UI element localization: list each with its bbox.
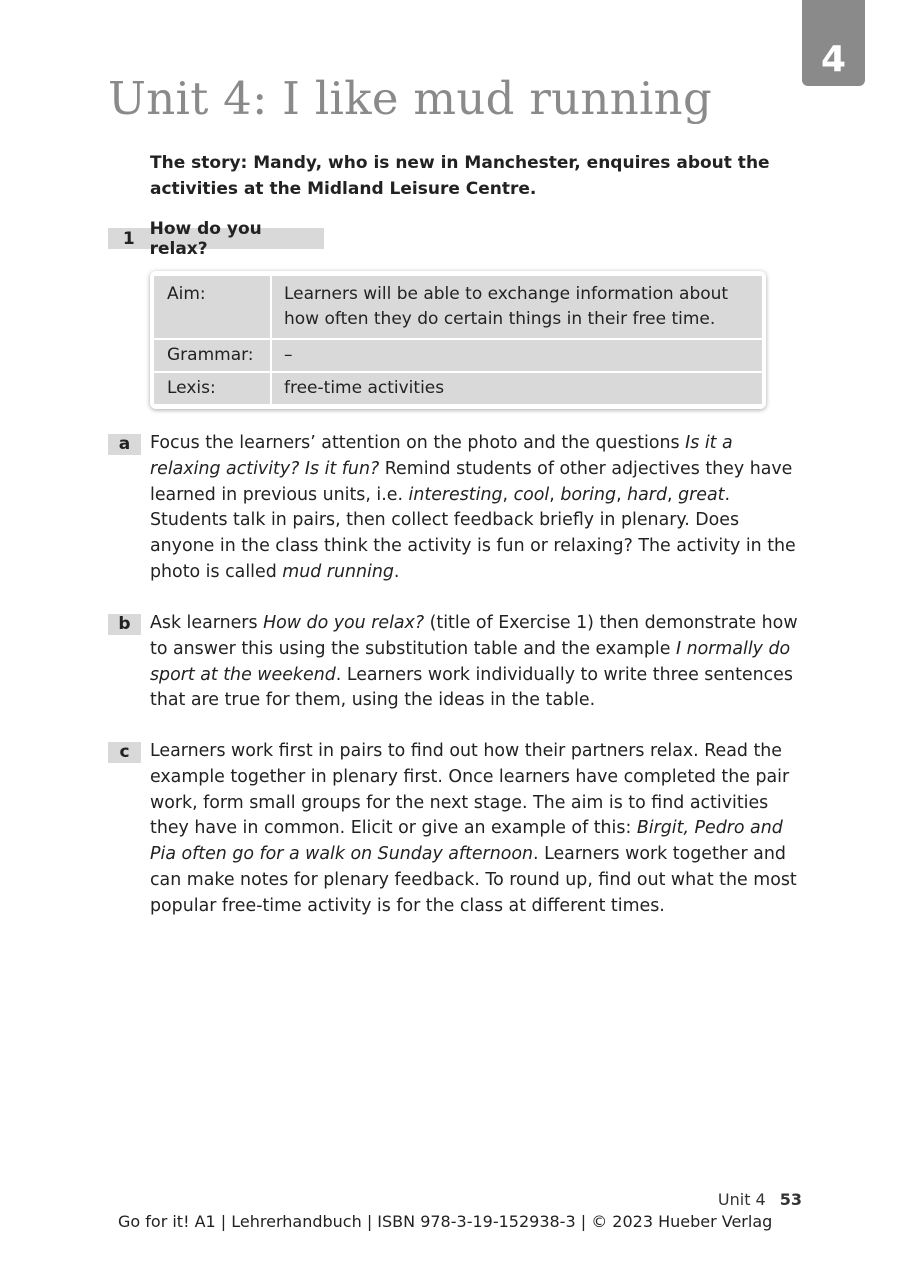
step-b-text: Ask learners How do you relax? (title of Exercise 1) then demonstrate how to answer this using the substitution table and the example I normally do sport at the weekend. Learners work individually to write three sentences that are true for them, using the ideas in the table. [150, 613, 798, 711]
grammar-label: Grammar: [154, 340, 272, 371]
step-a-text: Focus the learners’ attention on the photo and the questions Is it a relaxing activity? Is it fun? Remind students of other adjectives they have learned in previous units, i.e. interesting, cool, boring, hard, great. Students talk in pairs, then collect feedback briefly in plenary. Does anyone in the class think the activity is fun or relaxing? The activity in the photo is called mud running. [150, 433, 796, 582]
footer-credit: Go for it! A1 | Lehrerhandbuch | ISBN 978-3-19-152938-3 | © 2023 Hueber Verlag [118, 1212, 773, 1231]
info-box [150, 271, 766, 409]
story-intro: The story: Mandy, who is new in Manchester, enquires about the activities at the Midland Leisure Centre. [150, 153, 770, 199]
section-number: 1 [122, 228, 135, 249]
step-b-letter: b [108, 614, 141, 635]
unit-tab: 4 [802, 0, 865, 86]
footer-unit-label: Unit 4 [717, 1190, 766, 1209]
section-heading [108, 218, 324, 259]
aim-value: Learners will be able to exchange information about how often they do certain things in their free time. [284, 284, 729, 329]
lexis-row [154, 373, 762, 404]
aim-row [154, 276, 762, 338]
step-c-letter: c [108, 742, 141, 763]
aim-label: Aim: [154, 276, 272, 338]
step-c-text: Learners work first in pairs to find out how their partners relax. Read the example together in plenary first. Once learners have completed the pair work, form small groups for the next stage. The aim is to find activities they have in common. Elicit or give an example of this: Birgit, Pedro and Pia often go for a walk on Sunday afternoon. Learners work together and can make notes for plenary feedback. To round up, find out what the most popular free-time activity is for the class at different times. [150, 741, 797, 916]
section-title: How do you relax? [149, 218, 262, 259]
lexis-value: free-time activities [284, 378, 445, 398]
step-a-letter: a [108, 434, 141, 455]
grammar-value: – [284, 345, 293, 365]
page-title: Unit 4: I like mud running [108, 72, 713, 125]
lexis-label: Lexis: [154, 373, 272, 404]
step-c [108, 739, 808, 920]
footer-unit [718, 1190, 802, 1209]
grammar-row [154, 340, 762, 371]
step-a [108, 431, 808, 586]
step-b [108, 611, 808, 714]
page-number: 53 [779, 1190, 802, 1209]
